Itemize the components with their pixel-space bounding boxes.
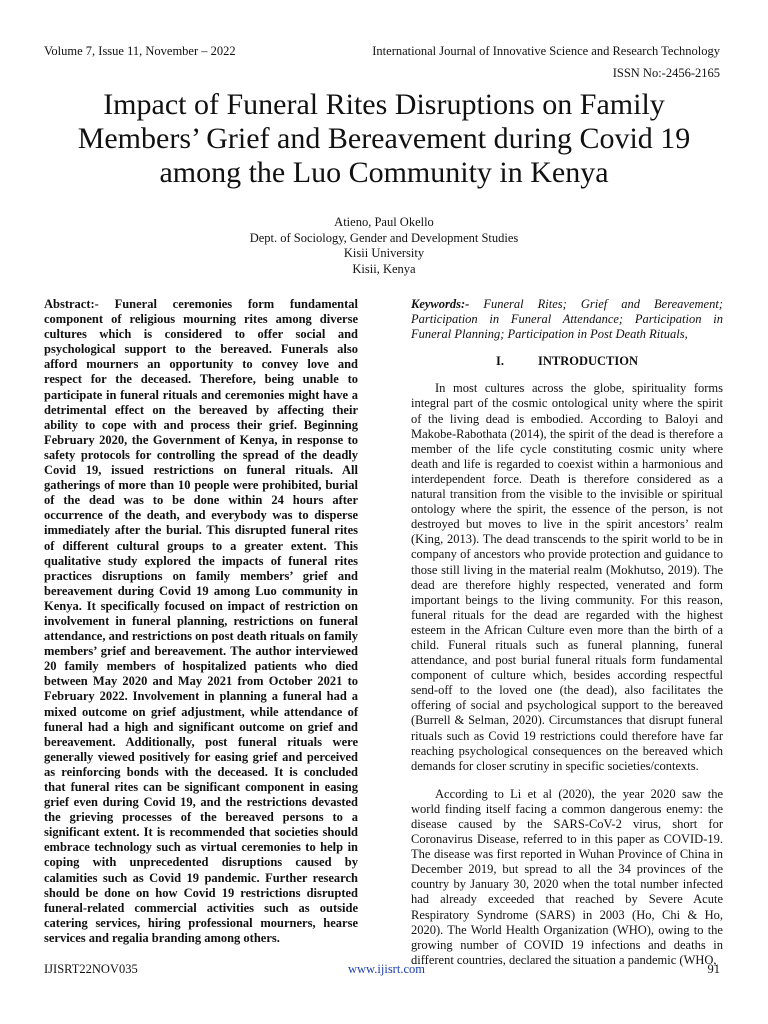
author-department: Dept. of Sociology, Gender and Development Studies [249,230,519,245]
abstract: Abstract:- Funeral ceremonies form fundamental component of religious mourning rites among diverse cultures which is considered to offer social and psychological support to the bereaved. Funerals also afford mourners an opportunity to convey love and respect for the deceased. Therefore, being unable to participate in funeral rituals and ceremonies might have a detrimental effect on the bereaved by affecting their ability to cope with and process their grief. Beginning February 2020, the Government of Kenya, in response to safety protocols for controlling the spread of the deadly Covid 19, issued restrictions on funeral rituals. All gatherings of more than 10 people were prohibited, burial of the dead was to be done within 24 hours after occurrence of the death, and everybody was to disperse immediately after the burial. This disrupted funeral rites of different cultural groups to a greater extent. This qualitative study explored the impacts of funeral rites practices disruptions on family members’ grief and bereavement during Covid 19 among Luo community in Kenya. It specifically focused on impact of restriction on involvement in funeral planning, restrictions on funeral attendance, and restrictions on post death rituals on family members’ grief and bereavement. The author interviewed 20 family members of hospitalized patients who died between May 2020 and May 2021 from October 2021 to February 2022. Involvement in planning a funeral had a mixed outcome on grief adjustment, while attendance of funeral had a high and significant outcome on grief and bereavement. Additionally, post funeral rituals were generally viewed positively for easing grief and perceived as reinforcing bonds with the deceased. It is concluded that funeral rites can be significant component in easing grief even during Covid 19, and the restrictions devasted the grieving processes of the bereaved persons to a significant extent. It is recommended that societies should embrace technology such as virtual ceremonies to help in coping with unprecedented disruptions caused by calamities such as Covid 19 pandemic. Further research should be done on how Covid 19 restrictions disrupted funeral-related commercial activities such as outside catering services, hiring professional mourners, hearse services and regalia branding among others. [44,297,359,945]
section-number: I. [495,354,504,369]
intro-paragraph: In most cultures across the globe, spirituality forms integral part of the cosmic ontological unity where the spirit of the living dead is embodied. According to Baloyi and Makobe-Rabothata (2014), the spirit of the dead is therefore a member of the life cycle constituting cosmic unity where death and life is regarded to coexist within a harmonious and interdependent force. Death is therefore considered as a natural transition from the visible to the invisible or spiritual ontology where the spirit, the essence of the person, is not destroyed but moves to live in the spirit ancestors’ realm (King, 2013). The dead transcends to the spirit world to be in company of ancestors who provide protection and guidance to those still living in the material realm (Mokhutso, 2019). The dead are therefore highly respected, venerated and form important beings to the living community. For this reason, funeral rituals for the dead are regarded with the highest esteem in the African Culture even more than the birth of a child. Funeral rituals such as funeral planning, funeral attendance, and post burial funeral rituals form fundamental component of culture which, besides according respectful send-off to the loved one (the dead), also facilitates the offering of social and psychological support to the bereaved (Burrell & Selman, 2020). Circumstances that disrupt funeral rituals such as Covid 19 restrictions could therefore have far reaching psychological consequences on the bereaved which demands for closer scrutiny in specific societies/contexts. [411,381,723,773]
paper-id: IJISRT22NOV035 [44,962,138,976]
issn-number: ISSN No:-2456-2165 [612,66,720,80]
author-name: Atieno, Paul Okello [334,215,434,229]
section-heading [411,354,723,369]
keywords-text: Funeral Rites; Grief and Bereavement; Participation in Funeral Attendance; Participation in Funeral Planning; Participation in Post Death Rituals, [411,297,723,342]
right-column [411,297,723,981]
author-university: Kisii University [343,246,425,260]
author-block [40,215,728,277]
author-location: Kisii, Kenya [352,261,416,276]
journal-name: International Journal of Innovative Science and Research Technology [372,44,720,58]
journal-volume-issue: Volume 7, Issue 11, November – 2022 [44,44,236,58]
keywords-label: Keywords:- [411,297,470,311]
journal-website-link[interactable]: www.ijisrt.com [348,962,425,976]
keywords [411,297,723,342]
page-number: 91 [707,962,720,976]
intro-paragraph: According to Li et al (2020), the year 2020 saw the world finding itself facing a common dangerous enemy: the disease caused by the SARS-CoV-2 virus, short for Coronavirus Disease, referred to in this paper as COVID-19. The disease was first reported in Wuhan Province of China in December 2019, but spread to all the 34 provinces of the country by January 30, 2020 when the total number infected had already exceeded that reached by Severe Acute Respiratory Syndrome (SARS) in 2003 (Ho, Chi & Ho, 2020). The World Health Organization (WHO), owing to the growing number of COVID 19 infections and deaths in different countries, declared the situation a pandemic (WHO, [411,786,723,967]
paper-title: Impact of Funeral Rites Disruptions on Family Members’ Grief and Bereavement during Covid 19 among the Luo Community in Kenya [77,88,691,189]
section-title: INTRODUCTION [537,354,638,369]
